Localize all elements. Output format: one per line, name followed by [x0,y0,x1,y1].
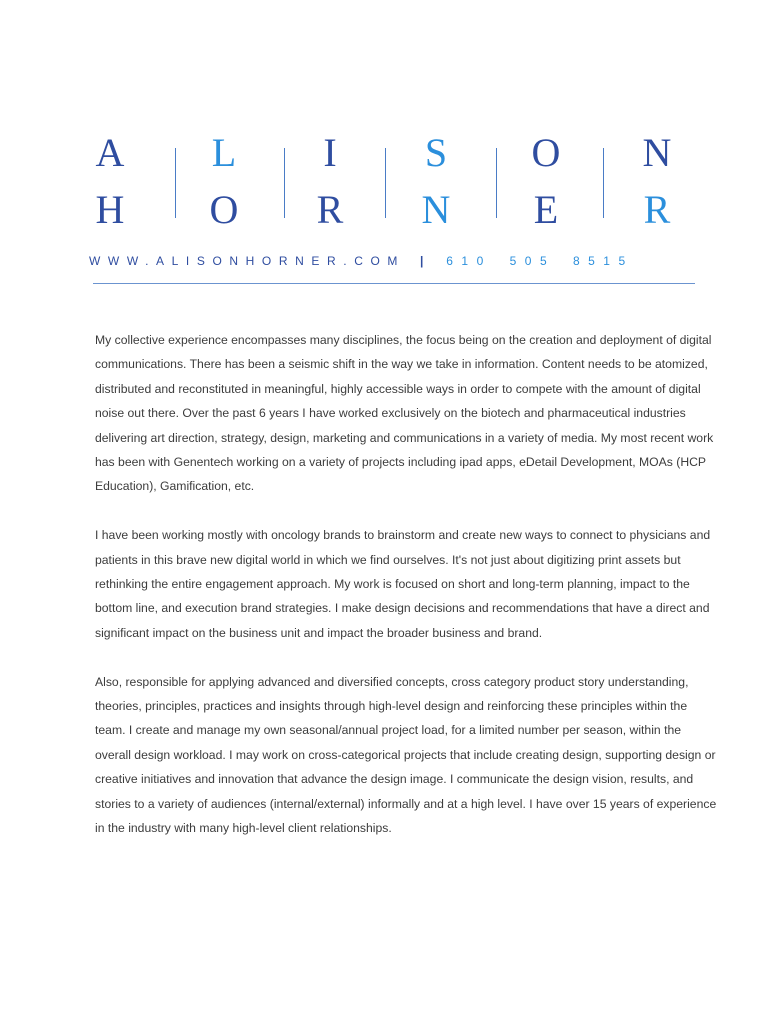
name-letter: N [642,130,672,175]
header-divider [175,148,176,218]
name-letter: O [209,187,239,232]
header-divider [284,148,285,218]
name-letter: R [316,187,344,232]
name-letter: R [643,187,671,232]
name-letter: H [95,187,125,232]
horizontal-rule [93,283,695,284]
phone-number: 610 505 8515 [446,254,634,268]
contact-line [89,254,634,268]
header-divider [496,148,497,218]
name-letter: N [421,187,451,232]
paragraph: Also, responsible for applying advanced and diversified concepts, cross category product story understanding, theories, principles, practices and insights through high-level design and reinforcing these principles within the team. I create and manage my own seasonal/annual project load, for a limited number per season, within the overall design workload. I may work on cross-categorical projects that include creating design, supporting design or creative initiatives and innovation that advance the design image. I communicate the design vision, results, and stories to a variety of audiences (internal/external) informally and at a high level. I have over 15 years of experience in the industry with many high-level client relationships. [95,674,717,836]
website-link[interactable]: WWW.ALISONHORNER.COM [89,254,405,268]
name-letter: I [323,130,337,175]
paragraph: I have been working mostly with oncology brands to brainstorm and create new ways to connect to physicians and patients in this brave new digital world in which we find ourselves. It's not just about digitizing print assets but rethinking the entire engagement approach. My work is focused on short and long-term planning, impact to the bottom line, and execution brand strategies. I make design decisions and recommendations that have a direct and significant impact on the business unit and impact the broader business and brand. [95,528,711,640]
header-divider [603,148,604,218]
name-letter: S [424,130,448,175]
name-letter: O [531,130,561,175]
name-letter: A [95,130,125,175]
paragraph: My collective experience encompasses many disciplines, the focus being on the creation and deployment of digital communications. There has been a seismic shift in the way we take in information. Content needs to be atomized, distributed and reconstituted in meaningful, highly accessible ways in order to compete with the amount of digital noise out there. Over the past 6 years I have worked exclusively on the biotech and pharmaceutical industries delivering art direction, strategy, design, marketing and communications in a variety of media. My most recent work has been with Genentech working on a variety of projects including ipad apps, eDetail Development, MOAs (HCP Education), Gamification, etc. [95,333,714,494]
body-text [95,328,720,865]
name-letter: E [533,187,559,232]
contact-separator: | [419,254,424,268]
header-divider [385,148,386,218]
name-letter: L [211,130,237,175]
